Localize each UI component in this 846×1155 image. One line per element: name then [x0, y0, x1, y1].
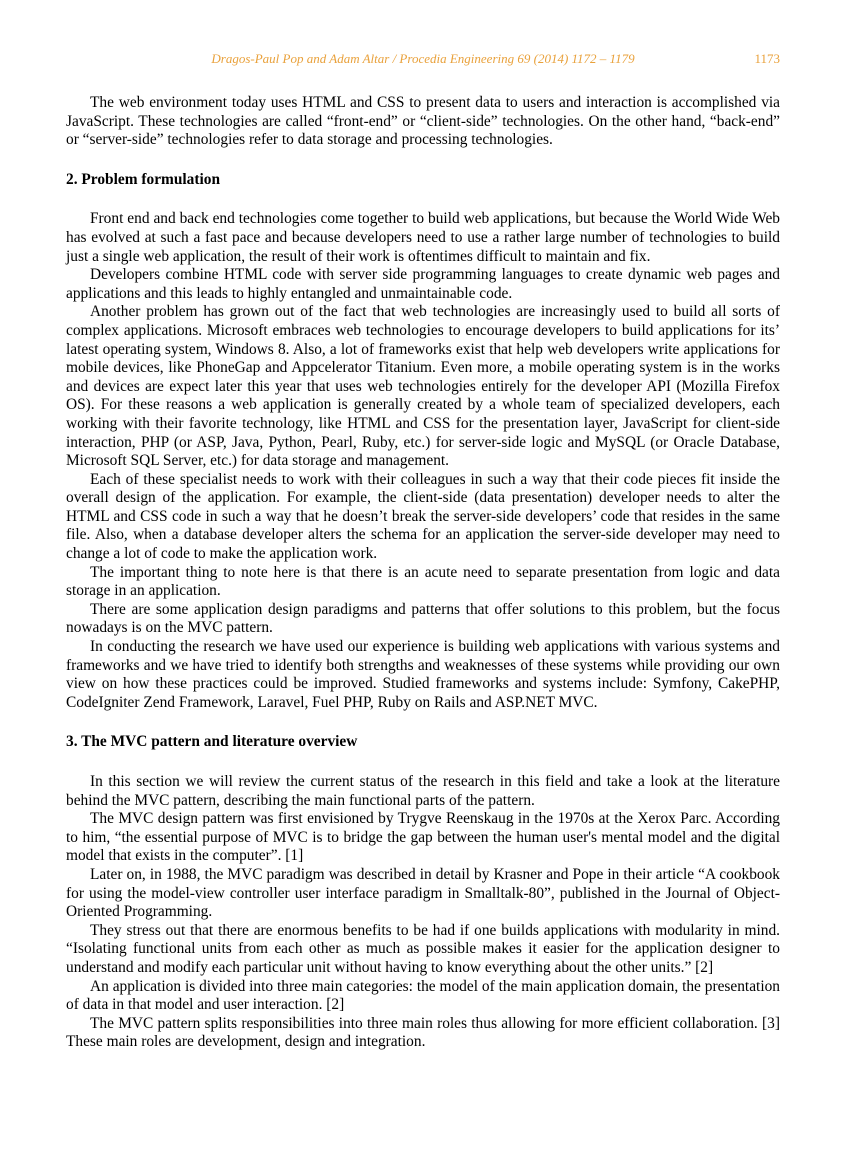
- section-heading-problem-formulation: 2. Problem formulation: [66, 170, 221, 188]
- page-number: 1173: [754, 51, 780, 66]
- article-body: [66, 94, 780, 1052]
- paragraph: In conducting the research we have used our experience is building web applications with various systems and frameworks and we have tried to identify both strengths and weaknesses of these systems while providing our own view on how these practices could be improved. Studied frameworks and systems include: Symfony, CakePHP, CodeIgniter Zend Framework, Laravel, Fuel PHP, Ruby on Rails and ASP.NET MVC.: [66, 638, 780, 711]
- paragraph: They stress out that there are enormous benefits to be had if one builds applications with modularity in mind. “Isolating functional units from each other as much as possible makes it easier for the application designer to understand and modify each particular unit without having to know everything about the other units.” [2]: [66, 921, 780, 976]
- paragraph: Later on, in 1988, the MVC paradigm was described in detail by Krasner and Pope in their article “A cookbook for using the model-view controller user interface paradigm in Smalltalk-80”, published in the Journal of Object-Oriented Programming.: [66, 865, 780, 921]
- section-heading-mvc-pattern: 3. The MVC pattern and literature overview: [66, 733, 358, 751]
- paragraph: Each of these specialist needs to work with their colleagues in such a way that their code pieces fit inside the overall design of the application. For example, the client-side (data presentation) developer needs to alter the HTML and CSS code in such a way that he doesn’t break the server-side developers’ code that resides in the same file. Also, when a database developer alters the schema for an application the server-side developer may need to change a lot of code to make the application work.: [66, 470, 780, 563]
- paragraph: Developers combine HTML code with server side programming languages to create dynamic web pages and applications and this leads to highly entangled and unmaintainable code.: [66, 266, 780, 302]
- paragraph: The important thing to note here is that there is an acute need to separate presentation from logic and data storage in an application.: [66, 563, 780, 600]
- paragraph: Another problem has grown out of the fact that web technologies are increasingly used to build all sorts of complex applications. Microsoft embraces web technologies to encourage developers to build applications for its’ latest operating system, Windows 8. Also, a lot of frameworks exist that help web developers write applications for mobile devices, like PhoneGap and Appcelerator Titanium. Even more, a mobile operating system is in the works and devices are expect later this year that uses web technologies entirely for the developer API (Mozilla Firefox OS). For these reasons a web application is generally created by a whole team of specialized developers, each working with their favorite technology, like HTML and CSS for the presentation layer, JavaScript for client-side interaction, PHP (or ASP, Java, Python, Pearl, Ruby, etc.) for server-side logic and MySQL (or Oracle Database, Microsoft SQL Server, etc.) for data storage and management.: [66, 303, 780, 470]
- paragraph: The web environment today uses HTML and CSS to present data to users and interaction is accomplished via JavaScript. These technologies are called “front-end” or “client-side” technologies. On the other hand, “back-end” or “server-side” technologies refer to data storage and processing technologies.: [66, 94, 780, 149]
- page-header: [66, 50, 780, 68]
- paragraph: The MVC pattern splits responsibilities into three main roles thus allowing for more efficient collaboration. [3] These main roles are development, design and integration.: [66, 1014, 780, 1051]
- paragraph: There are some application design paradigms and patterns that offer solutions to this problem, but the focus nowadays is on the MVC pattern.: [66, 600, 780, 637]
- paragraph: In this section we will review the current status of the research in this field and take a look at the literature behind the MVC pattern, describing the main functional parts of the pattern.: [66, 773, 780, 809]
- paragraph: The MVC design pattern was first envisioned by Trygve Reenskaug in the 1970s at the Xerox Parc. According to him, “the essential purpose of MVC is to bridge the gap between the human user's mental model and the digital model that exists in the computer”. [1]: [66, 810, 780, 865]
- paragraph: An application is divided into three main categories: the model of the main application domain, the presentation of data in that model and user interaction. [2]: [66, 977, 780, 1014]
- paragraph: Front end and back end technologies come together to build web applications, but because the World Wide Web has evolved at such a fast pace and because developers need to use a rather large number of technologies to build just a single web application, the result of their work is oftentimes difficult to maintain and fix.: [66, 210, 780, 265]
- running-title: Dragos-Paul Pop and Adam Altar / Procedia Engineering 69 (2014) 1172 – 1179: [211, 51, 635, 66]
